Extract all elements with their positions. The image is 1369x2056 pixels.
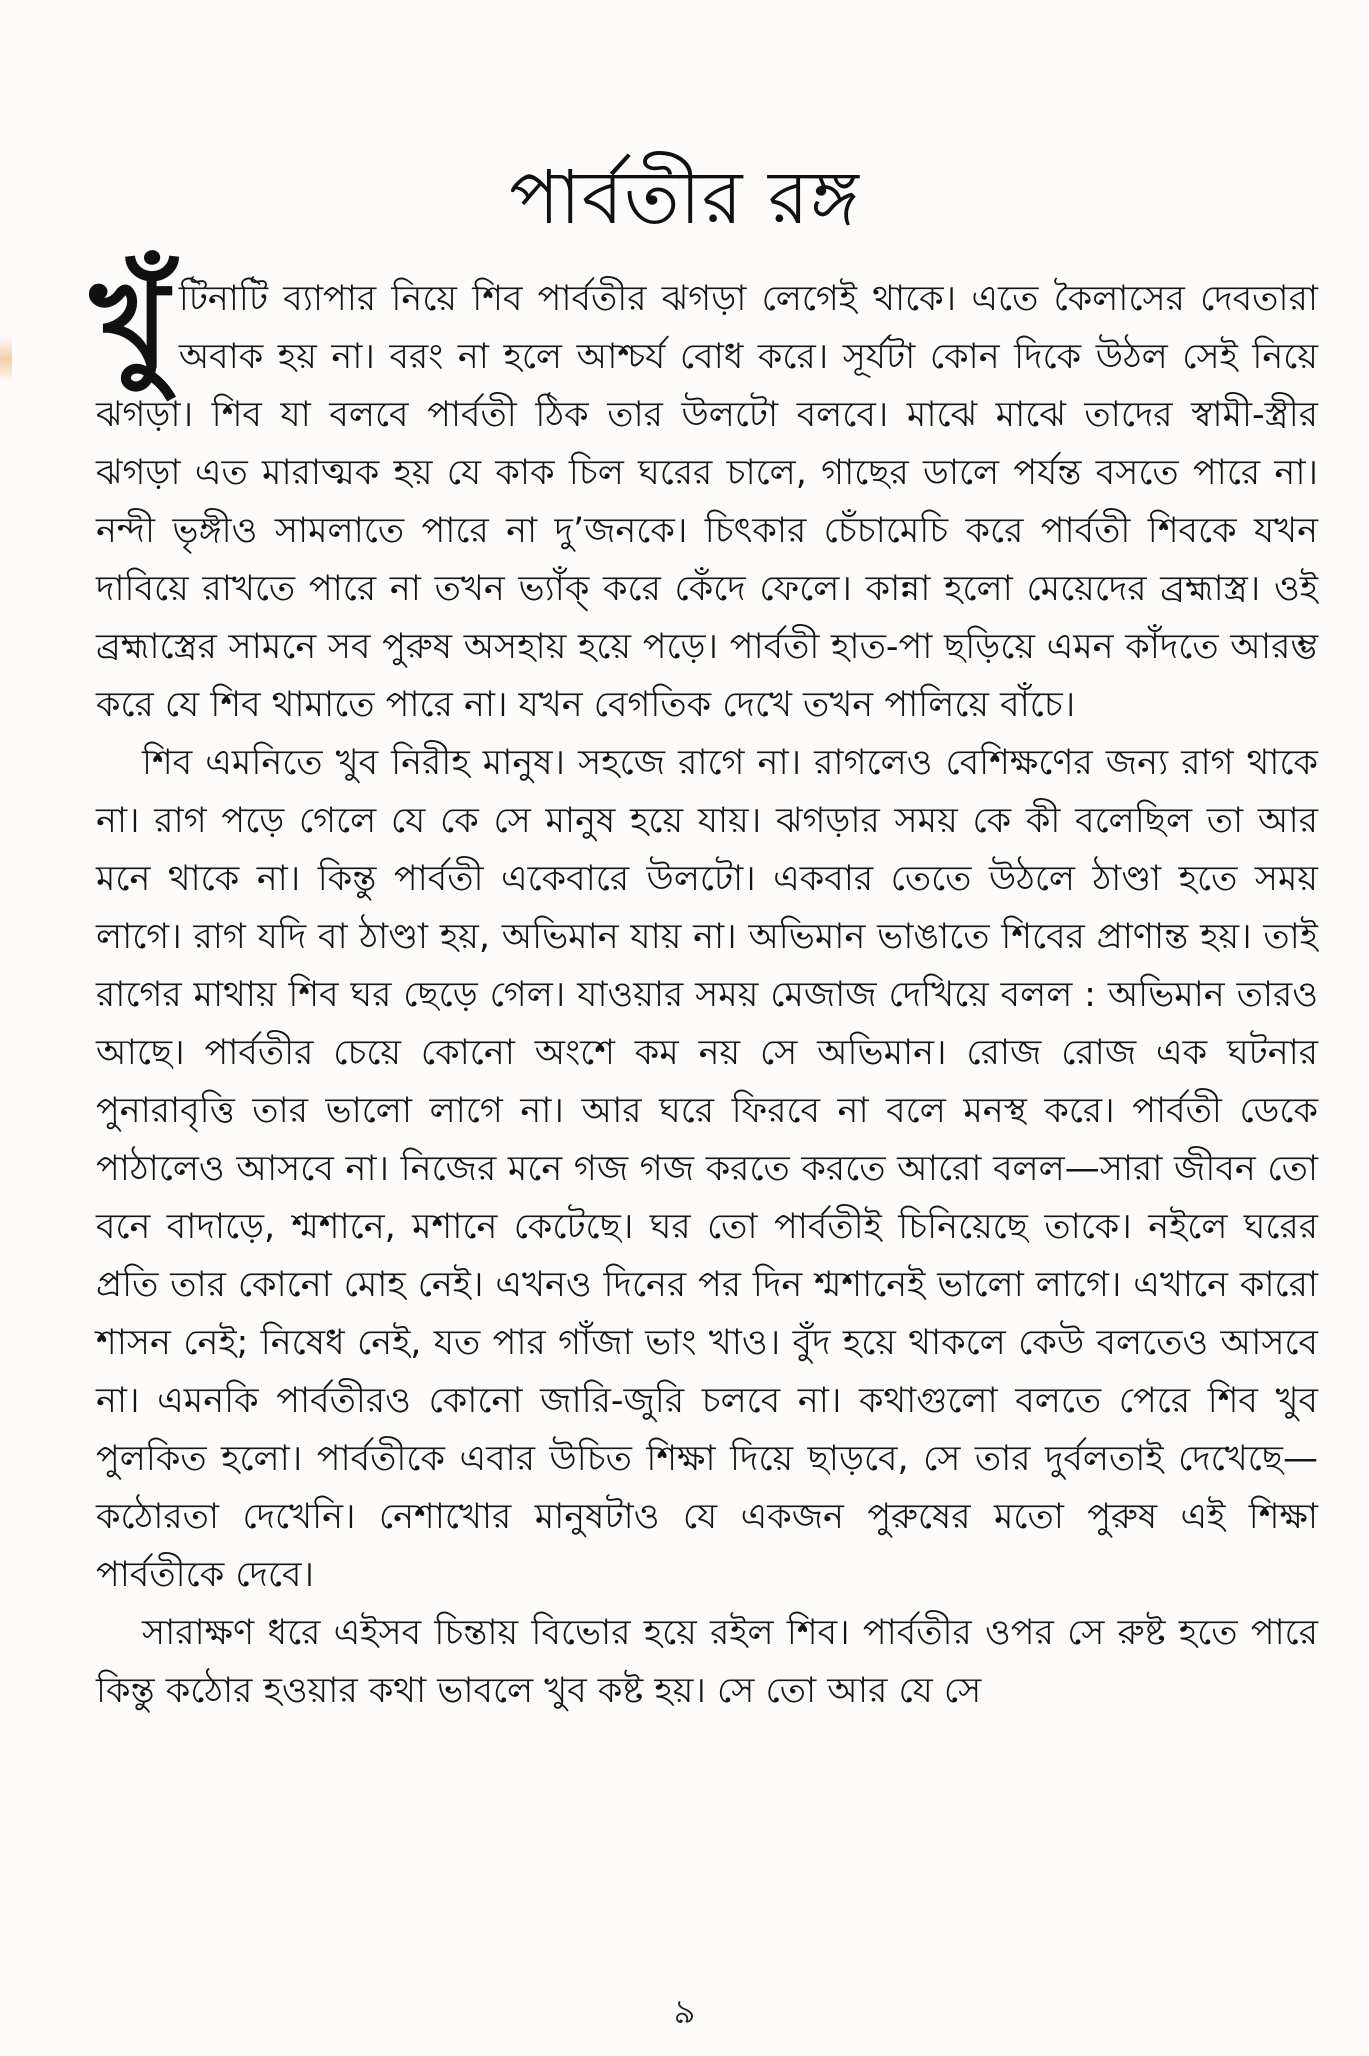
page-edge-stain [0,336,12,382]
story-body [90,256,1318,1720]
drop-cap: খুঁ [90,256,169,395]
paragraph-2: শিব এমনিতে খুব নিরীহ মানুষ। সহজে রাগে না। রাগলেও বেশিক্ষণের জন্য রাগ থাকে না। রাগ পড়ে গেলে যে কে সে মানুষ হয়ে যায়। ঝগড়ার সময় কে কী বলেছিল তা আর মনে থাকে না। কিন্তু পার্বতী একেবারে উলটো। একবার তেতে উঠলে ঠাণ্ডা হতে সময় লাগে। রাগ যদি বা ঠাণ্ডা হয়, অভিমান যায় না। অভিমান ভাঙাতে শিবের প্রাণান্ত হয়। তাই রাগের মাথায় শিব ঘর ছেড়ে গেল। যাওয়ার সময় মেজাজ দেখিয়ে বলল : অভিমান তারও আছে। পার্বতীর চেয়ে কোনো অংশে কম নয় সে অভিমান। রোজ রোজ এক ঘটনার পুনারাবৃত্তি তার ভালো লাগে না। আর ঘরে ফিরবে না বলে মনস্থ করে। পার্বতী ডেকে পাঠালেও আসবে না। নিজের মনে গজ গজ করতে করতে আরো বলল—সারা জীবন তো বনে বাদাড়ে, শ্মশানে, মশানে কেটেছে। ঘর তো পার্বতীই চিনিয়েছে তাকে। নইলে ঘরের প্রতি তার কোনো মোহ নেই। এখনও দিনের পর দিন শ্মশানেই ভালো লাগে। এখানে কারো শাসন নেই; নিষেধ নেই, যত পার গাঁজা ভাং খাও। বুঁদ হয়ে থাকলে কেউ বলতেও আসবে না। এমনকি পার্বতীরও কোনো জারি-জুরি চলবে না। কথাগুলো বলতে পেরে শিব খুব পুলকিত হলো। পার্বতীকে এবার উচিত শিক্ষা দিয়ে ছাড়বে, সে তার দুর্বলতাই দেখেছে—কঠোরতা দেখেনি। নেশাখোর মানুষটাও যে একজন পুরুষের মতো পুরুষ এই শিক্ষা পার্বতীকে দেবে। [96,743,1318,1595]
page-number: ৯ [673,1992,696,2032]
paragraph-1-text: টিনাটি ব্যাপার নিয়ে শিব পার্বতীর ঝগড়া লেগেই থাকে। এতে কৈলাসের দেবতারা অবাক হয় না। বরং না হলে আশ্চর্য বোধ করে। সূর্যটা কোন দিকে উঠল সেই নিয়ে ঝগড়া। শিব যা বলবে পার্বতী ঠিক তার উলটো বলবে। মাঝে মাঝে তাদের স্বামী-স্ত্রীর ঝগড়া এত মারাত্মক হয় যে কাক চিল ঘরের চালে, গাছের ডালে পর্যন্ত বসতে পারে না। নন্দী ভৃঙ্গীও সামলাতে পারে না দু’জনকে। চিৎকার চেঁচামেচি করে পার্বতী শিবকে যখন দাবিয়ে রাখতে পারে না তখন ভ্যাঁক্ করে কেঁদে ফেলে। কান্না হলো মেয়েদের ব্রহ্মাস্ত্র। ওই ব্রহ্মাস্ত্রের সামনে সব পুরুষ অসহায় হয়ে পড়ে। পার্বতী হাত-পা ছড়িয়ে এমন কাঁদতে আরম্ভ করে যে শিব থামাতে পারে না। যখন বেগতিক দেখে তখন পালিয়ে বাঁচে। [96,279,1318,725]
page-title: পার্বতীর রঙ্গ [509,154,860,241]
paragraph-1 [90,256,1318,734]
paragraph-3: সারাক্ষণ ধরে এইসব চিন্তায় বিভোর হয়ে রইল শিব। পার্বতীর ওপর সে রুষ্ট হতে পারে কিন্তু কঠোর হওয়ার কথা ভাবলে খুব কষ্ট হয়। সে তো আর যে সে [96,1613,1318,1711]
